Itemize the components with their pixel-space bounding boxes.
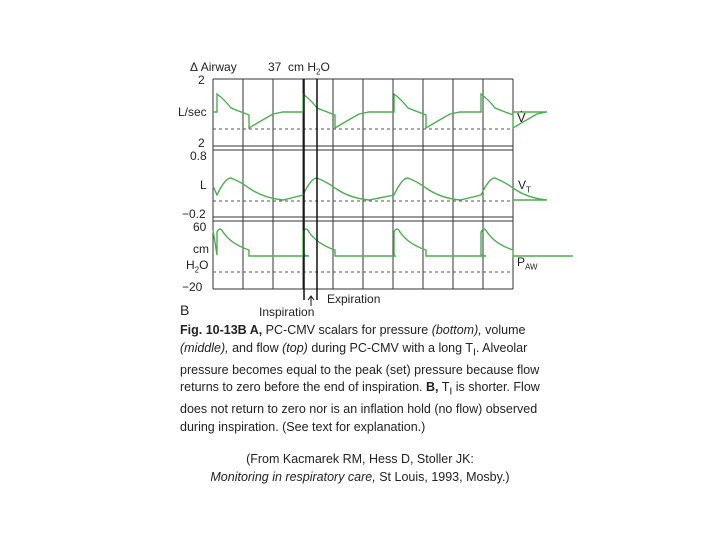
source-line-1: (From Kacmarek RM, Hess D, Stoller JK:	[246, 452, 474, 466]
pressure-unit-line1: cm	[193, 242, 209, 256]
inspiration-label: Inspiration	[259, 305, 315, 319]
flow-max-label: 2	[198, 73, 205, 87]
panel-letter: B	[180, 302, 190, 318]
source-title: Monitoring in respiratory care,	[210, 470, 376, 484]
pressure-unit-sub: 2	[316, 67, 321, 77]
caption-text-2: volume	[481, 323, 526, 337]
caption-fig-ref: Fig. 10-13B A,	[180, 323, 263, 337]
source-citation	[170, 450, 550, 486]
volume-max-label: 0.8	[190, 149, 207, 163]
caption-sub-2: I	[449, 386, 453, 398]
pressure-value: 37	[268, 60, 282, 74]
pressure-unit-line2	[186, 259, 208, 276]
caption-text-6: T	[438, 380, 450, 394]
pressure-symbol-label	[517, 256, 538, 273]
expiration-label: Expiration	[327, 292, 381, 306]
caption-text-7: is shorter. Flow does not return to zero nor is an inflation hold (no flow) observed during inspiration. (See text for explanation.)	[180, 380, 540, 434]
grid	[213, 79, 513, 289]
caption-sub-1: I	[472, 347, 476, 358]
pressure-symbol-sub: AW	[525, 262, 538, 272]
pressure-unit-suffix: O	[320, 60, 330, 74]
source-line-2	[170, 468, 550, 486]
pressure-unit-h: H	[186, 258, 195, 272]
volume-symbol-label	[518, 179, 531, 196]
caption-text-5: . Alveolar pressure becomes equal to the peak (set) pressure because flow returns to zero before the end of inspiration.	[180, 340, 540, 394]
flow-unit-label: L/sec	[178, 105, 207, 119]
flow-trace	[213, 94, 547, 128]
pressure-unit-o: O	[199, 258, 209, 272]
volume-min-label: −0.2	[182, 207, 206, 221]
flow-min-label: 2	[198, 136, 205, 150]
delta-airway-label: Δ Airway	[190, 60, 237, 74]
pressure-readout	[268, 61, 330, 78]
caption-b-ref: B,	[425, 380, 439, 394]
pressure-min-label: −20	[182, 280, 203, 294]
caption-text-4: during PC-CMV with a long T	[307, 340, 473, 355]
volume-unit-label: L	[200, 178, 207, 192]
caption-em-1: (bottom),	[431, 323, 482, 337]
flow-symbol-label: V̇	[517, 110, 526, 125]
caption-text-1: PC-CMV scalars for pressure	[262, 323, 432, 337]
source-rest: St Louis, 1993, Mosby.)	[375, 470, 510, 484]
pressure-unit-prefix: cm H	[288, 60, 317, 74]
volume-symbol-main: V	[518, 178, 527, 192]
pressure-symbol-main: P	[517, 255, 526, 269]
pressure-unit-2: 2	[194, 265, 200, 275]
caption-em-2: (middle),	[180, 340, 229, 355]
caption-em-3: (top)	[282, 340, 308, 355]
pressure-max-label: 60	[193, 220, 207, 234]
caption-text-3: and flow	[228, 340, 283, 355]
volume-trace	[213, 178, 547, 200]
figure-caption	[180, 322, 540, 436]
volume-symbol-sub: T	[526, 185, 531, 195]
